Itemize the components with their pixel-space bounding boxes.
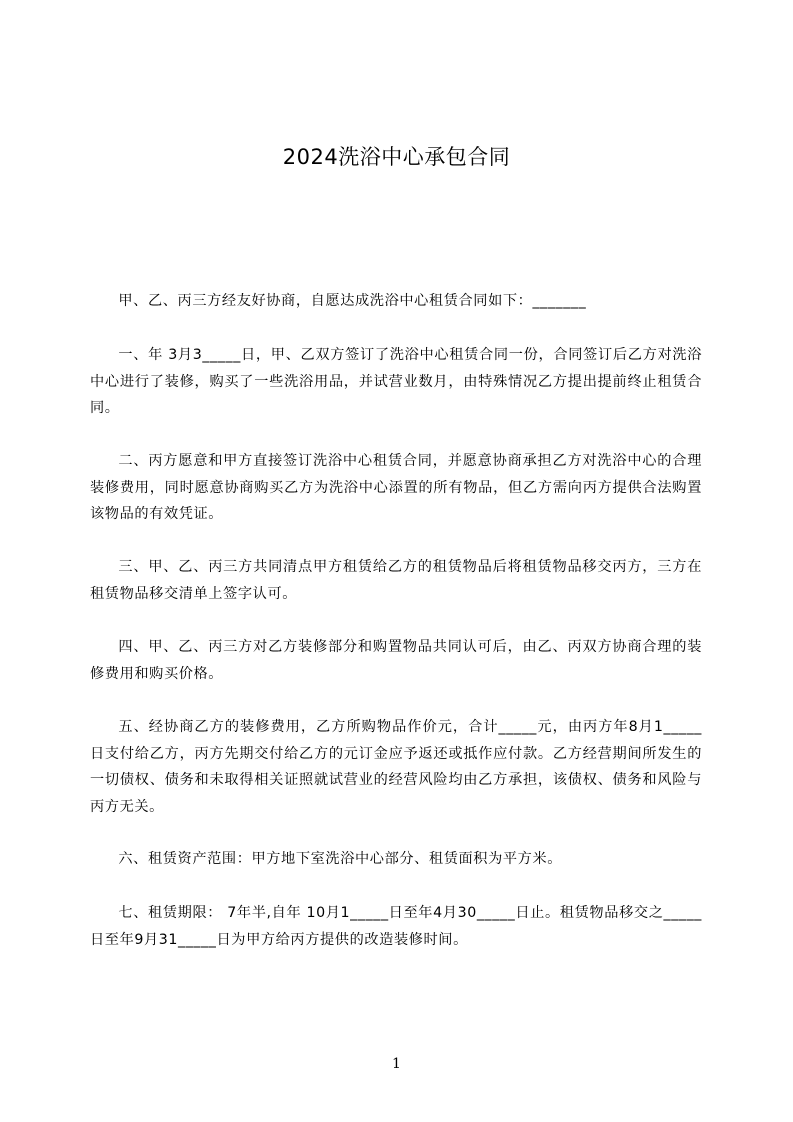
clause-text: 二、丙方愿意和甲方直接签订洗浴中心租赁合同，并愿意协商承担乙方对洗浴中心的合理装修费用，同时愿意协商购买乙方为洗浴中心添置的所有物品，但乙方需向丙方提供合法购置该物品的有效凭证。 [90,453,702,522]
clause-text: 三、甲、乙、丙三方共同清点甲方租赁给乙方的租赁物品后将租赁物品移交丙方，三方在租赁物品移交清单上签字认可。 [90,559,702,602]
page-number: 1 [392,1056,401,1072]
clause-4 [90,634,702,687]
clause-text: 五、经协商乙方的装修费用，乙方所购物品作价元，合计_____元，由丙方年8月1_____日支付给乙方，丙方先期交付给乙方的元订金应予返还或抵作应付款。乙方经营期间所发生的一切债权、债务和未取得相关证照就试营业的经营风险均由乙方承担，该债权、债务和风险与丙方无关。 [90,719,702,815]
document-title: 2024洗浴中心承包合同 [282,145,511,169]
clause-3 [90,554,702,607]
clause-7 [90,900,702,953]
clause-1 [90,342,702,422]
clause-text: 六、租赁资产范围：甲方地下室洗浴中心部分、租赁面积为平方米。 [118,851,563,867]
intro-paragraph [90,288,702,315]
intro-text: 甲、乙、丙三方经友好协商，自愿达成洗浴中心租赁合同如下：_______ [118,293,587,309]
clause-text: 七、租赁期限： 7年半,自年 10月1_____日至年4月30_____日止。租赁物品移交之_____日至年9月31_____日为甲方给丙方提供的改造装修时间。 [90,905,702,948]
clause-2 [90,448,702,528]
clause-text: 四、甲、乙、丙三方对乙方装修部分和购置物品共同认可后，由乙、丙双方协商合理的装修费用和购买价格。 [90,639,702,682]
clause-5 [90,714,702,820]
clause-text: 一、年 3月3_____日，甲、乙双方签订了洗浴中心租赁合同一份，合同签订后乙方对洗浴中心进行了装修，购买了一些洗浴用品，并试营业数月，由特殊情况乙方提出提前终止租赁合同。 [90,347,702,416]
clause-6 [90,846,702,873]
